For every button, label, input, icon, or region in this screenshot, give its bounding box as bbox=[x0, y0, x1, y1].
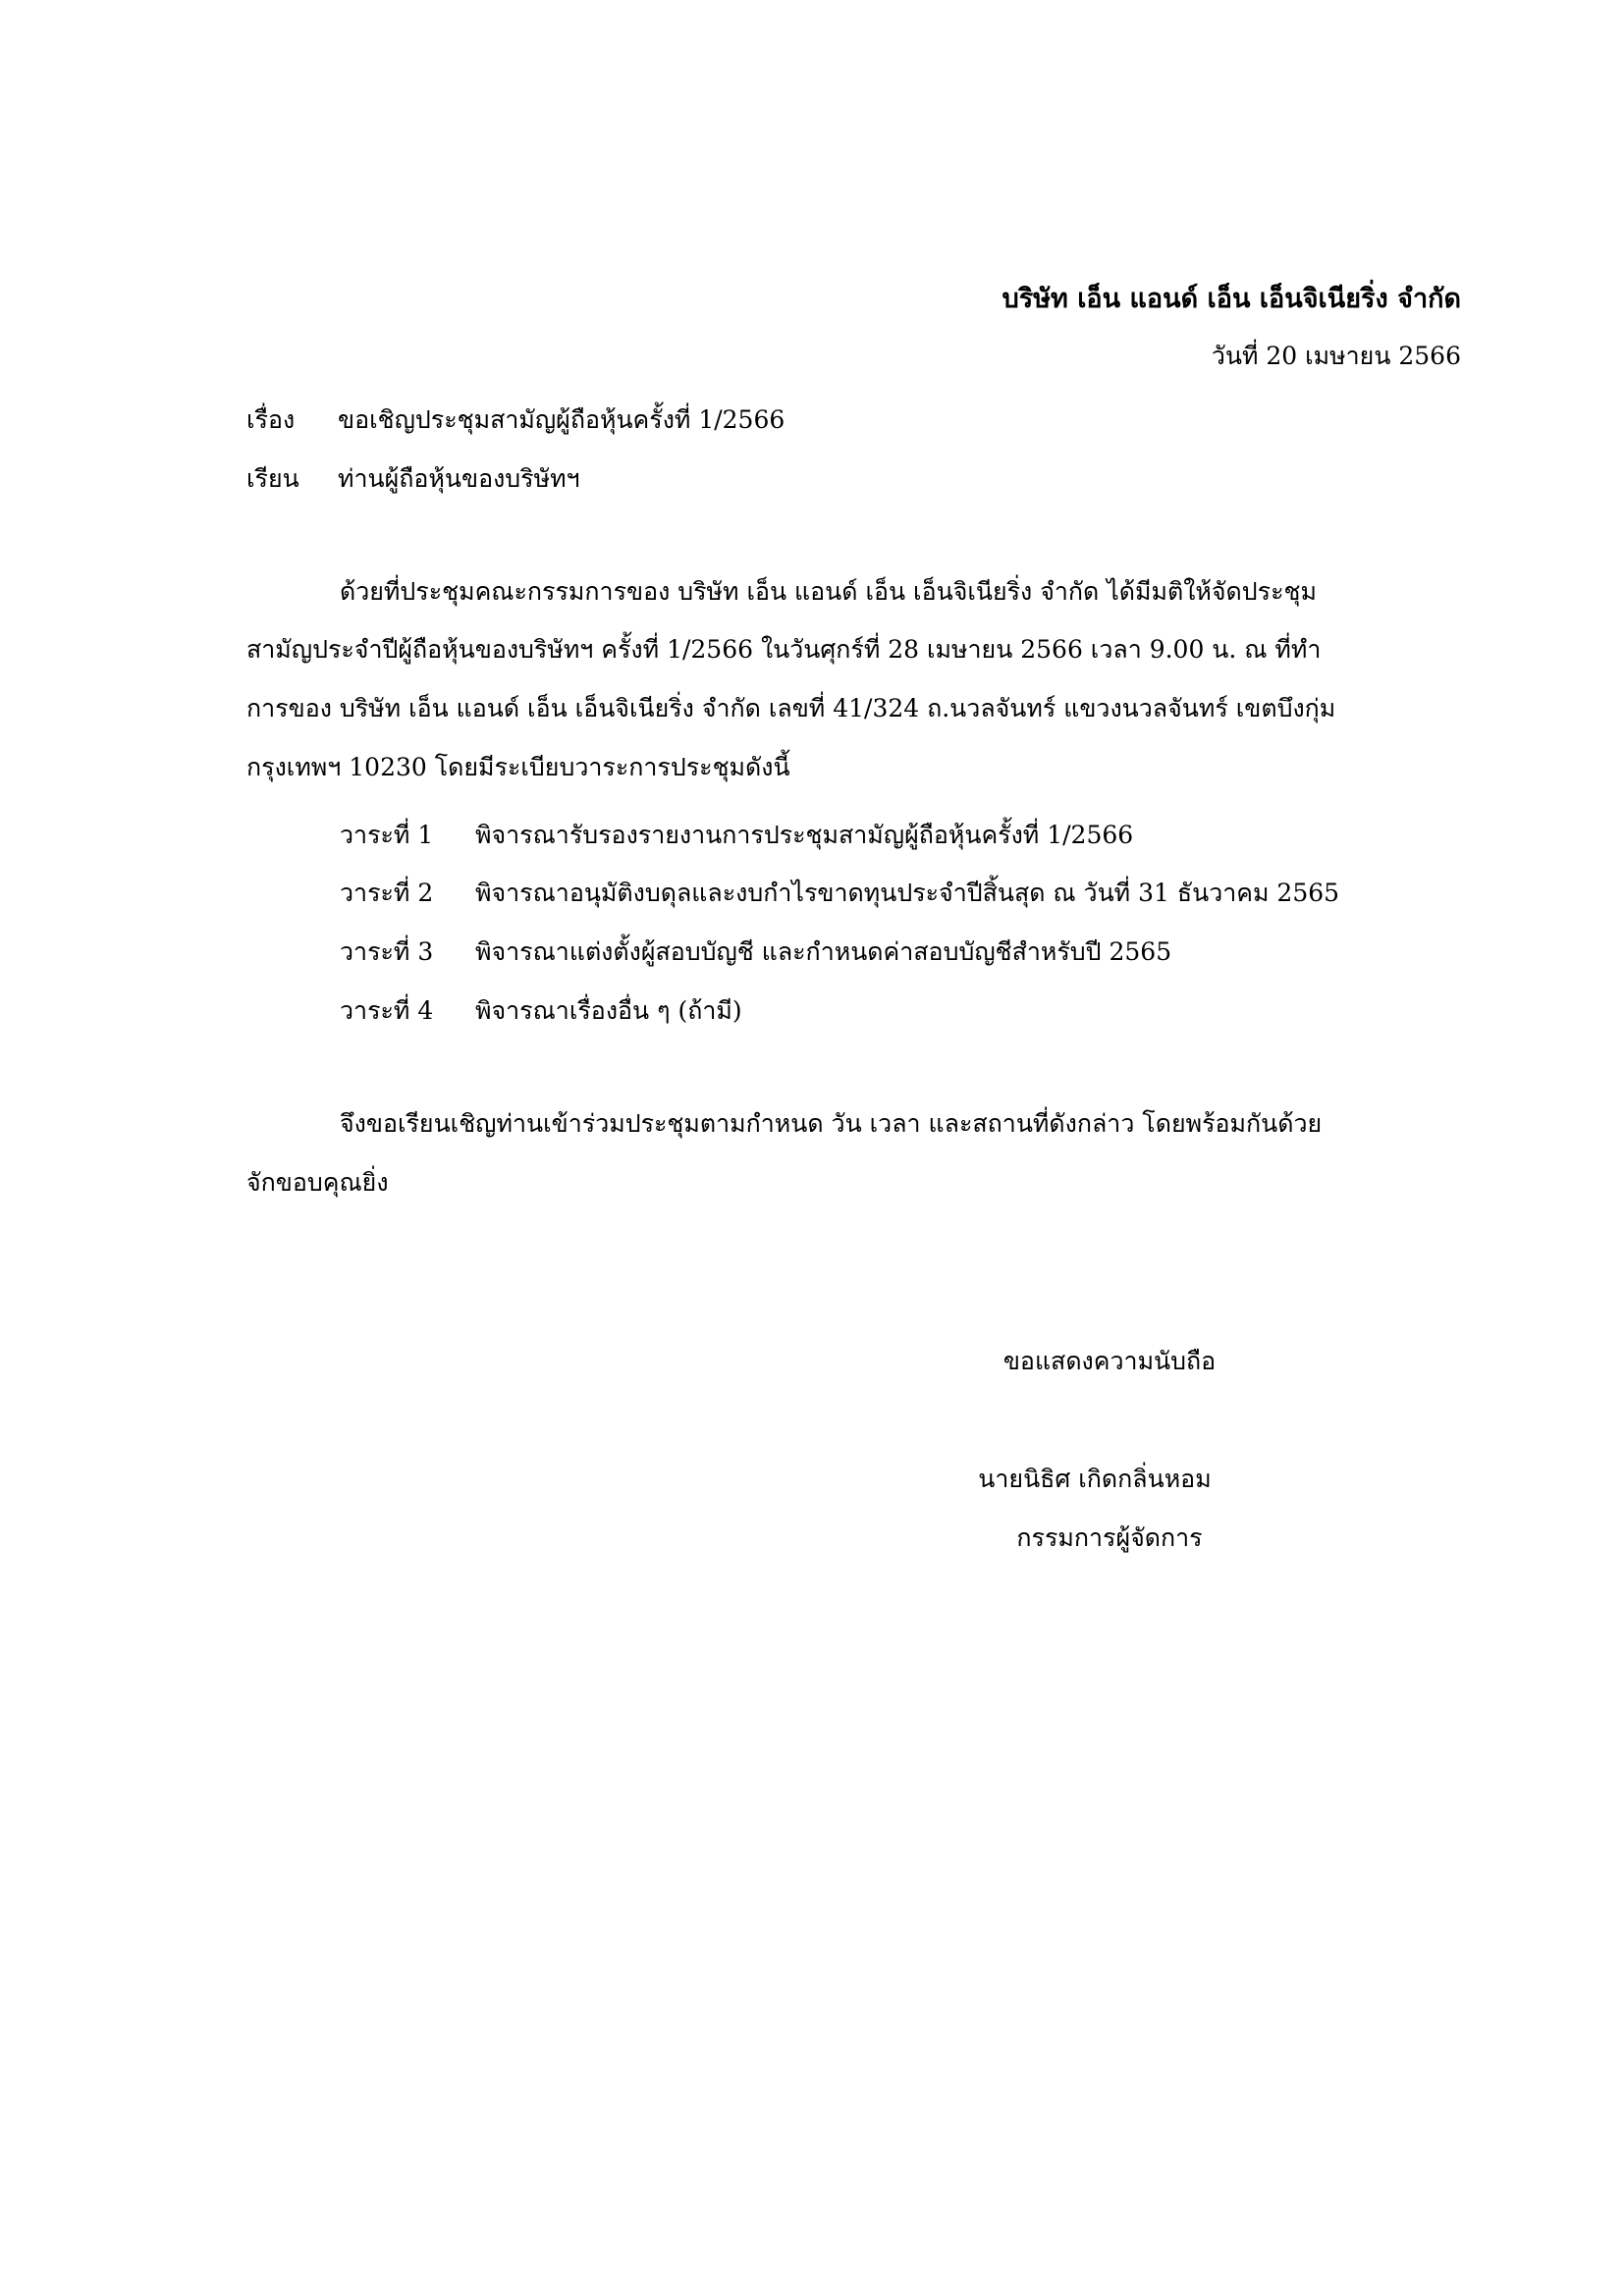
agenda-number: วาระที่ 2 bbox=[340, 879, 434, 907]
agenda-item bbox=[340, 816, 1133, 855]
body-line-3: การของ บริษัท เอ็น แอนด์ เอ็น เอ็นจิเนียริ่ง จำกัด เลขที่ 41/324 ถ.นวลจันทร์ แขวงนวลจันทร์ เขตบึงกุ่ม bbox=[246, 694, 1336, 722]
agenda-number: วาระที่ 1 bbox=[340, 821, 434, 849]
closing-line-2: จักขอบคุณยิ่ง bbox=[246, 1168, 389, 1197]
subject-label: เรื่อง bbox=[246, 405, 296, 434]
agenda-number: วาระที่ 3 bbox=[340, 937, 434, 966]
agenda-item bbox=[340, 933, 1171, 972]
subject-text: ขอเชิญประชุมสามัญผู้ถือหุ้นครั้งที่ 1/2566 bbox=[338, 405, 785, 434]
agenda-item bbox=[340, 991, 742, 1031]
letter-date: วันที่ 20 เมษายน 2566 bbox=[1211, 342, 1461, 370]
agenda-text: พิจารณาเรื่องอื่น ๆ (ถ้ามี) bbox=[475, 996, 742, 1025]
signer-title: กรรมการผู้จัดการ bbox=[1016, 1523, 1203, 1552]
body-line-1: ด้วยที่ประชุมคณะกรรมการของ บริษัท เอ็น แอนด์ เอ็น เอ็นจิเนียริ่ง จำกัด ได้มีมติให้จัดประชุม bbox=[340, 577, 1317, 606]
agenda-number: วาระที่ 4 bbox=[340, 996, 434, 1025]
to-text: ท่านผู้ถือหุ้นของบริษัทฯ bbox=[338, 464, 580, 493]
agenda-text: พิจารณาแต่งตั้งผู้สอบบัญชี และกำหนดค่าสอบบัญชีสำหรับปี 2565 bbox=[475, 937, 1172, 966]
body-line-2: สามัญประจำปีผู้ถือหุ้นของบริษัทฯ ครั้งที่ 1/2566 ในวันศุกร์ที่ 28 เมษายน 2566 เวลา 9.00 น. ณ ที่ทำ bbox=[246, 635, 1322, 664]
agenda-text: พิจารณารับรองรายงานการประชุมสามัญผู้ถือหุ้นครั้งที่ 1/2566 bbox=[475, 821, 1134, 849]
company-name: บริษัท เอ็น แอนด์ เอ็น เอ็นจิเนียริ่ง จำกัด bbox=[1001, 284, 1461, 314]
closing-line-1: จึงขอเรียนเชิญท่านเข้าร่วมประชุมตามกำหนด วัน เวลา และสถานที่ดังกล่าว โดยพร้อมกันด้วย bbox=[340, 1109, 1323, 1138]
signer-name: นายนิธิศ เกิดกลิ่นหอม bbox=[978, 1465, 1212, 1493]
agenda-item bbox=[340, 874, 1339, 913]
to-label: เรียน bbox=[246, 464, 299, 493]
regards-text: ขอแสดงความนับถือ bbox=[1002, 1347, 1217, 1375]
body-line-4: กรุงเทพฯ 10230 โดยมีระเบียบวาระการประชุมดังนี้ bbox=[246, 753, 790, 781]
agenda-text: พิจารณาอนุมัติงบดุลและงบกำไรขาดทุนประจำปีสิ้นสุด ณ วันที่ 31 ธันวาคม 2565 bbox=[475, 879, 1340, 907]
